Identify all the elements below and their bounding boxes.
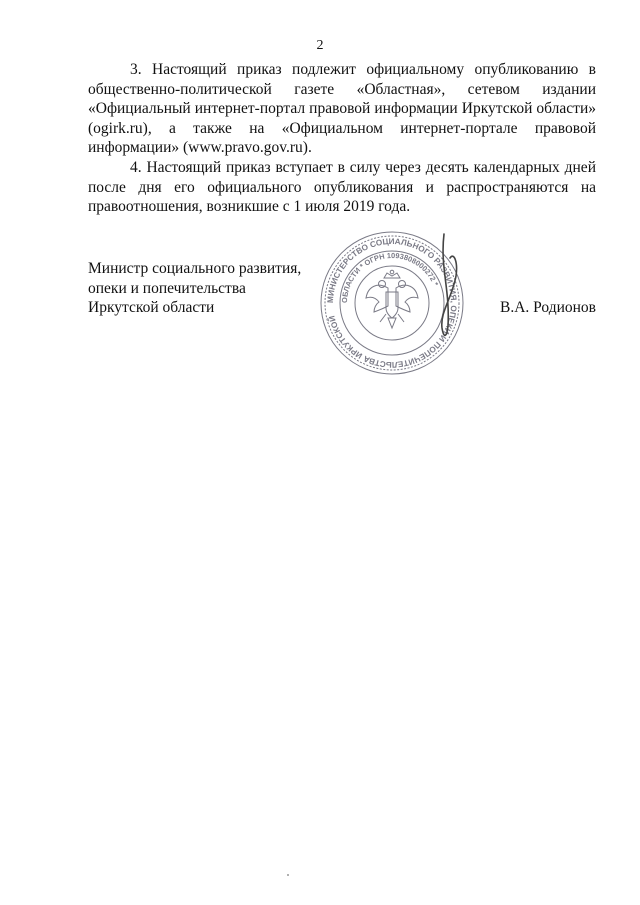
paragraph-effective-date: 4. Настоящий приказ вступает в силу через десять календарных дней после дня его официального опубликования и распространяются на правоотношения, возникшие с 1 июля 2019 года. xyxy=(88,158,596,216)
seal-outer-ring-text: МИНИСТЕРСТВО СОЦИАЛЬНОГО РАЗВИТИЯ, ОПЕКИ И ПОПЕЧИТЕЛЬСТВА ИРКУТСКОЙ xyxy=(325,236,459,370)
document-body xyxy=(88,60,596,217)
signer-position xyxy=(88,259,328,318)
double-headed-eagle-emblem xyxy=(366,270,418,328)
official-seal-stamp xyxy=(316,228,468,378)
seal-inner-ring-text: ОБЛАСТИ * ОГРН 1093808000272 * xyxy=(339,250,441,304)
signer-name: В.А. Родионов xyxy=(500,299,596,316)
paragraph-publication: 3. Настоящий приказ подлежит официальному опубликованию в общественно-политической газете «Областная», сетевом издании «Официальный интернет-портал правовой информации Иркутской области» (ogirk.ru), а также на «Официальном интернет-портале правовой информации» (www.pravo.gov.ru). xyxy=(88,61,596,157)
page-number: 2 xyxy=(316,38,324,53)
signer-position-line: опеки и попечительства xyxy=(88,279,246,297)
signer-position-line: Иркутской области xyxy=(88,299,215,317)
signer-position-line: Министр социального развития, xyxy=(88,260,302,277)
page-mark xyxy=(287,874,289,876)
